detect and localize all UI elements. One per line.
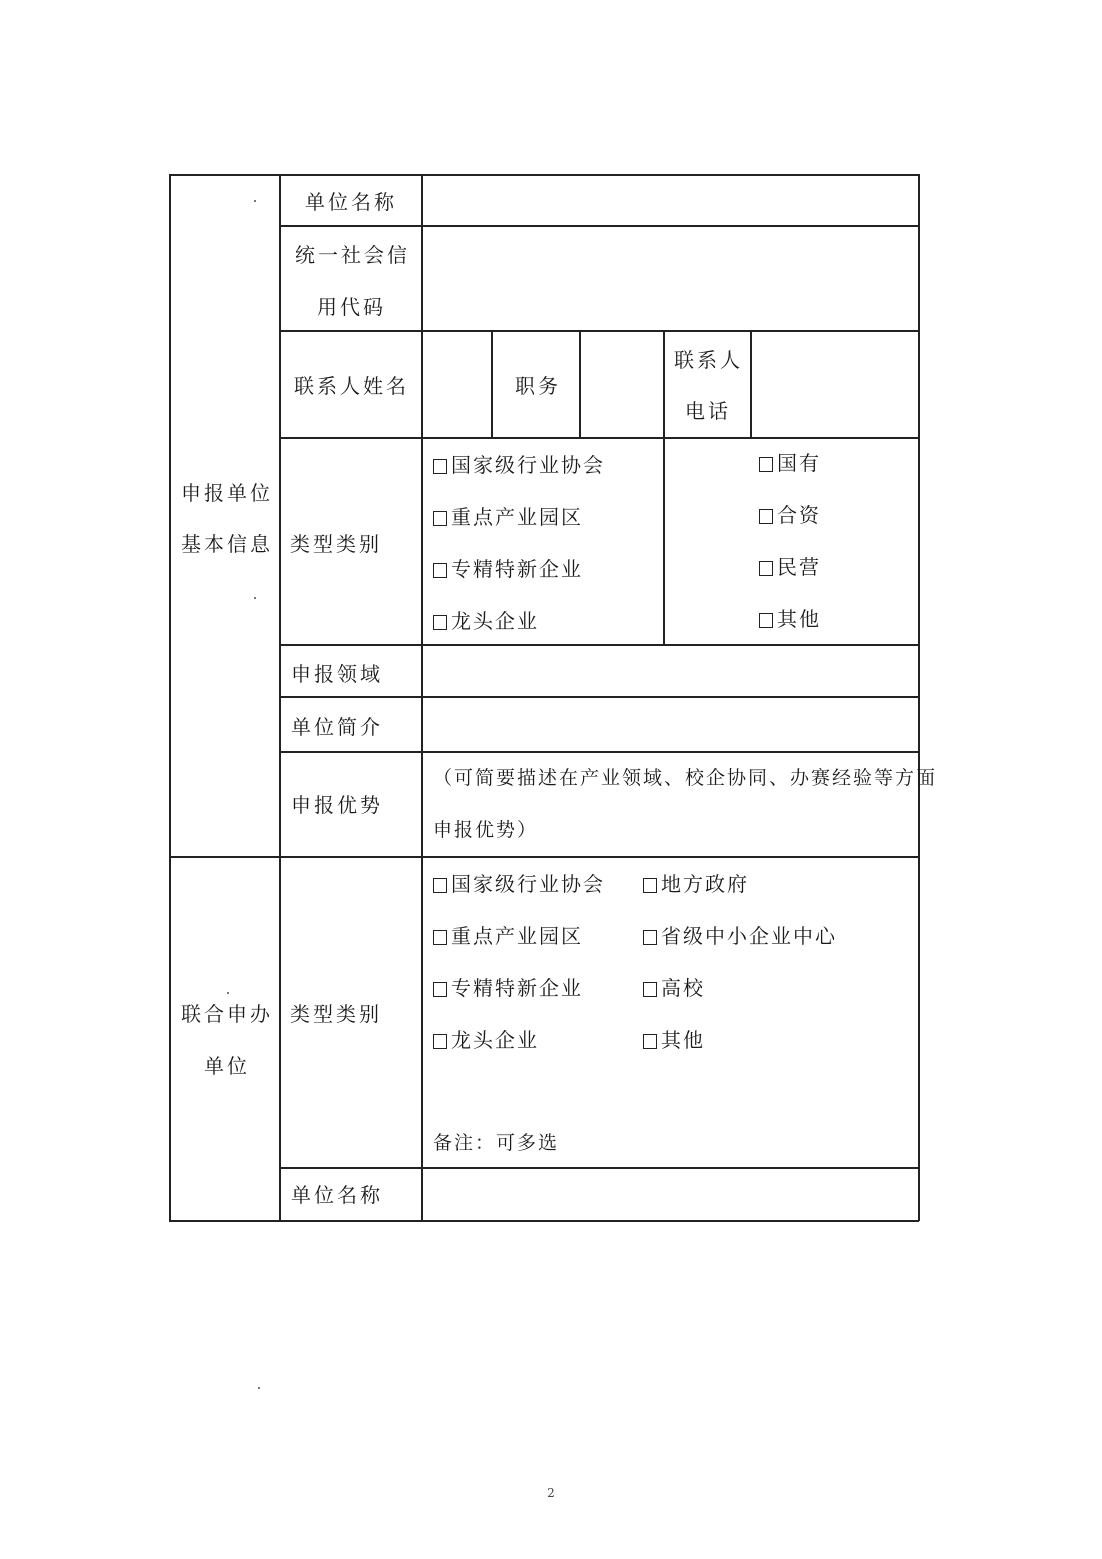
section1-title: 申报单位 [181,481,273,505]
checkbox[interactable] [433,878,447,893]
checkbox[interactable] [643,930,657,945]
checkbox-option[interactable]: 地方政府 [643,872,749,896]
position-label: 职务 [515,374,561,398]
credit-code-input[interactable] [423,227,917,329]
checkbox[interactable] [759,613,773,628]
contact-name-input[interactable] [423,332,490,436]
intro-label: 单位简介 [291,715,383,739]
section1-title: 基本信息 [181,532,273,556]
advantage-label: 申报优势 [291,793,383,817]
checkbox-option[interactable]: 龙头企业 [433,609,539,633]
checkbox[interactable] [433,1034,447,1049]
column-divider [279,174,281,1221]
credit-code-label: 用代码 [317,295,386,319]
column-divider [491,330,493,438]
checkbox-option[interactable]: 合资 [759,503,821,527]
checkbox-option[interactable]: 专精特新企业 [433,557,583,581]
contact-phone-label: 电话 [685,399,731,423]
field-input[interactable] [423,646,917,695]
field-label: 申报领域 [291,662,383,686]
contact-name-label: 联系人姓名 [294,374,409,398]
checkbox[interactable] [643,878,657,893]
checkbox[interactable] [433,563,447,578]
checkbox-option[interactable]: 省级中小企业中心 [643,924,837,948]
scan-speck [258,1387,260,1389]
row-divider [279,751,919,753]
checkbox-option[interactable]: 其他 [759,607,821,631]
advantage-hint: 申报优势） [433,819,539,841]
type-label: 类型类别 [290,532,382,556]
checkbox-option[interactable]: 重点产业园区 [433,924,583,948]
section2-title: 联合申办 [181,1002,273,1026]
checkbox[interactable] [643,1034,657,1049]
unit-name-label: 单位名称 [291,1183,383,1207]
contact-phone-input[interactable] [752,332,917,436]
scan-speck [254,200,256,202]
intro-input[interactable] [423,698,917,750]
multi-select-note: 备注：可多选 [433,1132,560,1154]
checkbox-option[interactable]: 重点产业园区 [433,505,583,529]
scan-speck [227,992,229,994]
checkbox-option[interactable]: 国有 [759,451,821,475]
unit-name-label: 单位名称 [305,190,397,214]
table-border-bottom [169,1220,919,1222]
checkbox[interactable] [759,509,773,524]
scan-speck [254,597,256,599]
checkbox[interactable] [759,457,773,472]
table-border-right [918,174,920,1221]
advantage-hint: （可简要描述在产业领域、校企协同、办赛经验等方面 [433,767,938,789]
checkbox-option[interactable]: 国家级行业协会 [433,872,605,896]
position-input[interactable] [581,332,662,436]
type-label: 类型类别 [290,1002,382,1026]
checkbox[interactable] [433,615,447,630]
checkbox[interactable] [433,511,447,526]
table-border-left [169,174,171,1221]
row-divider [279,437,919,439]
checkbox-option[interactable]: 高校 [643,976,705,1000]
section2-title: 单位 [204,1054,250,1078]
page-number: 2 [547,1486,555,1500]
checkbox[interactable] [643,982,657,997]
checkbox[interactable] [433,930,447,945]
checkbox[interactable] [433,459,447,474]
column-divider [663,330,665,645]
checkbox[interactable] [759,561,773,576]
checkbox-option[interactable]: 其他 [643,1028,705,1052]
checkbox-option[interactable]: 专精特新企业 [433,976,583,1000]
section-divider [169,856,919,858]
checkbox[interactable] [433,982,447,997]
checkbox-option[interactable]: 龙头企业 [433,1028,539,1052]
contact-phone-label: 联系人 [674,348,743,372]
checkbox-option[interactable]: 国家级行业协会 [433,453,605,477]
credit-code-label: 统一社会信 [295,243,410,267]
joint-unit-name-input[interactable] [423,1169,917,1219]
checkbox-option[interactable]: 民营 [759,555,821,579]
unit-name-input[interactable] [423,176,917,224]
